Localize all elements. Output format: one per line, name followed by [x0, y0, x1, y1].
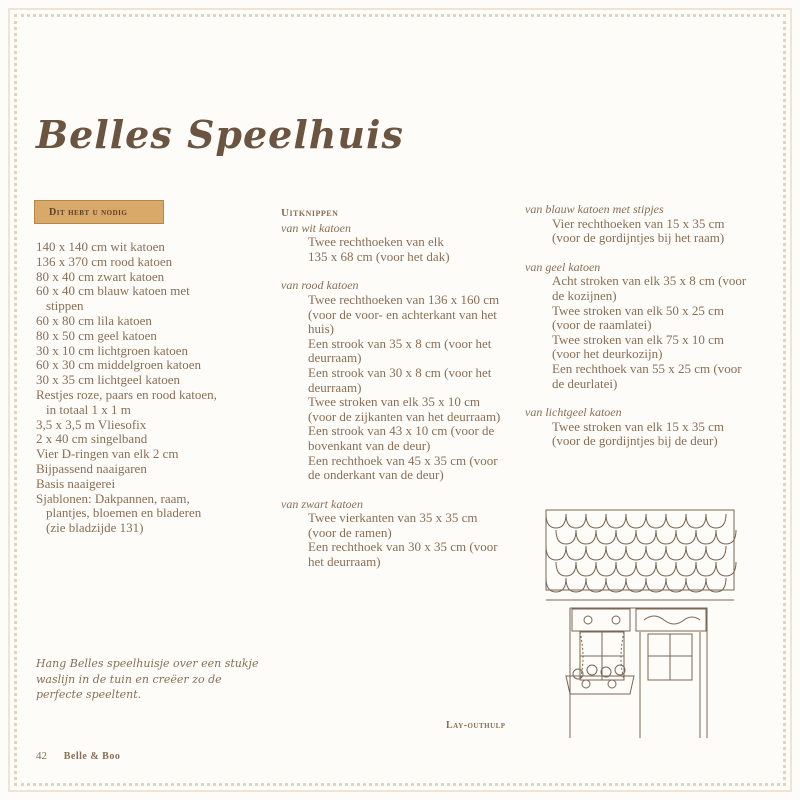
cutting-line: deurraam)	[308, 350, 362, 366]
cutting-line: (voor de raamlatei)	[552, 317, 652, 333]
cutting-column-2	[525, 202, 785, 449]
material-item: Bijpassend naaigaren	[36, 460, 147, 476]
cutting-line: de kozijnen)	[552, 287, 617, 303]
cutting-line: (voor de gordijntjes bij het raam)	[552, 230, 725, 246]
cutting-line: Twee rechthoeken van 136 x 160 cm	[308, 291, 500, 307]
cutting-line: deurraam)	[308, 379, 362, 395]
section-title: van zwart katoen	[281, 496, 363, 511]
material-item: 80 x 50 cm geel katoen	[36, 327, 157, 343]
cutting-line: Acht stroken van elk 35 x 8 cm (voor	[552, 273, 747, 289]
material-item: Sjablonen: Dakpannen, raam,	[36, 490, 190, 506]
cutting-line: Een rechthoek van 45 x 35 cm (voor	[308, 452, 498, 468]
cutting-line: Een rechthoek van 55 x 25 cm (voor	[552, 360, 742, 376]
cutting-line: de deurlatei)	[552, 375, 618, 391]
cutting-line: (voor de ramen)	[308, 524, 392, 540]
material-item: Restjes roze, paars en rood katoen,	[36, 386, 217, 402]
cutting-line: Een strook van 43 x 10 cm (voor de	[308, 423, 495, 439]
cutting-heading: Uitknippen	[281, 207, 339, 219]
cutting-line: Twee vierkanten van 35 x 35 cm	[308, 510, 478, 526]
materials-list	[36, 240, 266, 536]
cutting-line: Vier rechthoeken van 15 x 35 cm	[552, 215, 725, 231]
section-title: van lichtgeel katoen	[525, 405, 622, 420]
cutting-line: de onderkant van de deur)	[308, 467, 444, 483]
section-title: van wit katoen	[281, 220, 351, 235]
house-illustration	[542, 508, 740, 738]
material-item: 140 x 140 cm wit katoen	[36, 239, 165, 254]
cutting-line: Twee rechthoeken van elk	[308, 234, 444, 250]
cutting-line: het deurraam)	[308, 554, 381, 570]
note-line: Hang Belles speelhuisje over een stukje	[36, 657, 259, 670]
cutting-line: Twee stroken van elk 75 x 10 cm	[552, 331, 725, 347]
page-title: Belles Speelhuis	[36, 112, 404, 157]
material-item: Vier D-ringen van elk 2 cm	[36, 446, 179, 462]
page-number: 42	[36, 750, 47, 762]
material-item: 30 x 10 cm lichtgroen katoen	[36, 342, 188, 358]
cutting-line: bovenkant van de deur)	[308, 437, 431, 453]
material-item: (zie bladzijde 131)	[46, 520, 144, 536]
material-item: 60 x 40 cm blauw katoen met	[36, 283, 190, 299]
note-line: perfecte speeltent.	[36, 688, 142, 701]
material-item: 3,5 x 3,5 m Vliesofix	[36, 416, 147, 432]
cutting-line: Twee stroken van elk 35 x 10 cm	[308, 394, 481, 410]
cutting-line: Een rechthoek van 30 x 35 cm (voor	[308, 539, 498, 555]
book-title: Belle & Boo	[63, 751, 121, 762]
caption-note	[36, 656, 266, 703]
material-item: plantjes, bloemen en bladeren	[46, 505, 202, 521]
note-line: waslijn in de tuin en creëer zo de	[36, 672, 222, 686]
section-title: van blauw katoen met stipjes	[525, 202, 664, 216]
cutting-line: Twee stroken van elk 50 x 25 cm	[552, 302, 725, 318]
cutting-line: Een strook van 30 x 8 cm (voor het	[308, 364, 492, 380]
material-item: 2 x 40 cm singelband	[36, 431, 148, 447]
cutting-line: huis)	[308, 321, 334, 337]
material-item: in totaal 1 x 1 m	[46, 401, 131, 417]
material-item: 136 x 370 cm rood katoen	[36, 253, 173, 269]
cutting-line: (voor de voor- en achterkant van het	[308, 306, 497, 322]
material-item: 30 x 35 cm lichtgeel katoen	[36, 372, 181, 388]
section-title: van rood katoen	[281, 278, 359, 293]
layout-help-label: Lay-outhulp	[446, 720, 506, 731]
material-item: 60 x 30 cm middelgroen katoen	[36, 357, 201, 373]
material-item: 80 x 40 cm zwart katoen	[36, 268, 165, 284]
cutting-line: Een strook van 35 x 8 cm (voor het	[308, 335, 492, 351]
section-title: van geel katoen	[525, 259, 601, 274]
cutting-line: (voor het deurkozijn)	[552, 346, 663, 362]
page-footer	[36, 750, 120, 762]
cutting-line: (voor de gordijntjes bij de deur)	[552, 433, 718, 449]
cutting-line: (voor de zijkanten van het deurraam)	[308, 408, 501, 424]
material-item: Basis naaigerei	[36, 475, 116, 491]
material-item: 60 x 80 cm lila katoen	[36, 312, 152, 328]
cutting-line: 135 x 68 cm (voor het dak)	[308, 248, 450, 264]
cutting-line: Twee stroken van elk 15 x 35 cm	[552, 418, 725, 434]
material-item: stippen	[46, 298, 84, 314]
materials-tag: Dit hebt u nodig	[34, 200, 164, 224]
cutting-column-1	[281, 206, 521, 570]
